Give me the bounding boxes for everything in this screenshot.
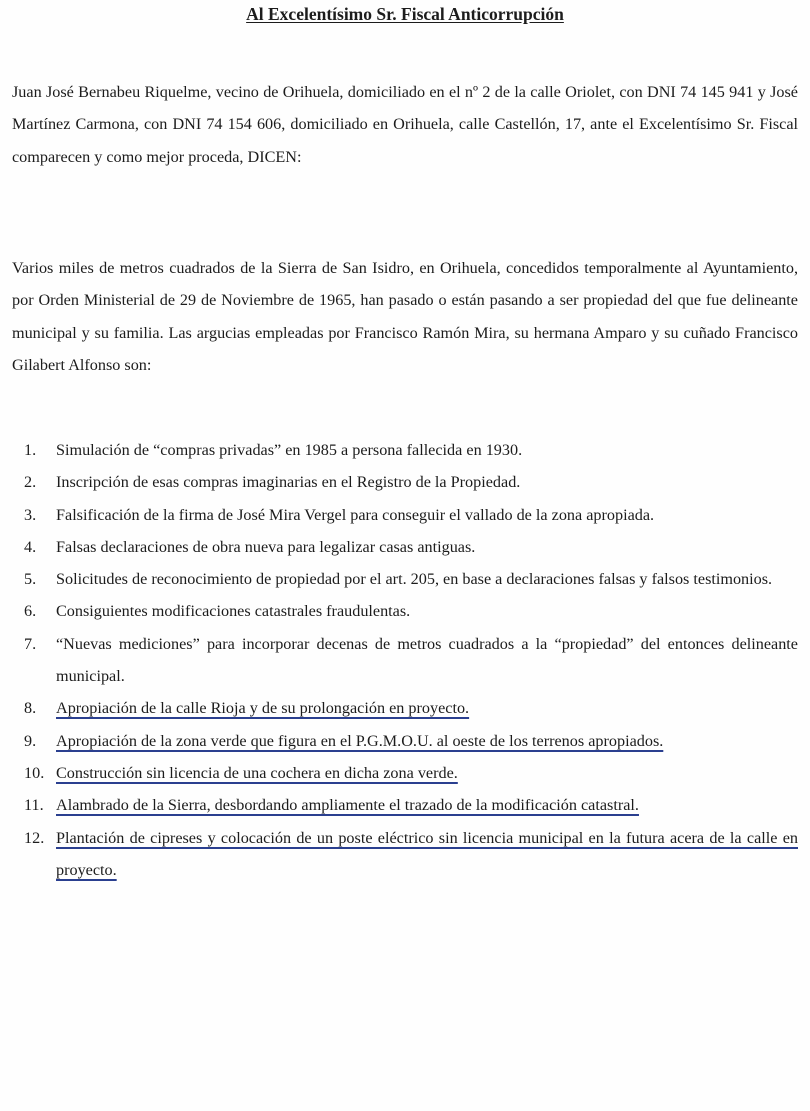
list-item (0, 466, 810, 498)
list-item (0, 434, 810, 466)
list-item-text: Falsas declaraciones de obra nueva para legalizar casas antiguas. (56, 537, 476, 556)
list-item-number: 12. (24, 828, 45, 847)
list-item (0, 725, 810, 757)
list-item (0, 757, 810, 789)
numbered-list (0, 434, 810, 886)
list-item (0, 563, 810, 595)
list-item-number: 3. (24, 505, 37, 524)
list-item-text-underlined: Apropiación de la zona verde que figura en el P.G.M.O.U. al oeste de los terrenos apropiados. (56, 731, 664, 750)
body-paragraph: Varios miles de metros cuadrados de la Sierra de San Isidro, en Orihuela, concedidos temporalmente al Ayuntamiento, por Orden Ministerial de 29 de Noviembre de 1965, han pasado o están pasando a ser propiedad del que fue delineante municipal y su familia. Las argucias empleadas por Francisco Ramón Mira, su hermana Amparo y su cuñado Francisco Gilabert Alfonso son: (12, 259, 798, 374)
list-item-text: “Nuevas mediciones” para incorporar decenas de metros cuadrados a la “propiedad” del entonces delineante municipal. (56, 634, 798, 686)
list-item-number: 6. (24, 602, 37, 621)
list-item-text: Simulación de “compras privadas” en 1985 a persona fallecida en 1930. (56, 441, 523, 459)
list-item-number: 11. (24, 796, 44, 815)
list-item-number: 10. (24, 763, 45, 782)
list-item-number: 5. (24, 570, 37, 589)
document-title: Al Excelentísimo Sr. Fiscal Anticorrupción (246, 4, 564, 24)
list-item (0, 789, 810, 821)
list-item-text-underlined: Alambrado de la Sierra, desbordando ampliamente el trazado de la modificación catastral. (56, 796, 639, 815)
list-item-number: 2. (24, 473, 37, 492)
list-item-text-underlined: Apropiación de la calle Rioja y de su prolongación en proyecto. (56, 699, 470, 718)
list-item (0, 692, 810, 724)
list-item-text: Inscripción de esas compras imaginarias en el Registro de la Propiedad. (56, 473, 521, 492)
list-item (0, 822, 810, 887)
list-item-number: 9. (24, 731, 37, 750)
list-item-number: 8. (24, 699, 37, 718)
list-item-number: 4. (24, 537, 37, 556)
list-item-text: Solicitudes de reconocimiento de propiedad por el art. 205, en base a declaraciones falsas y falsos testimonios. (56, 570, 773, 589)
list-item-number: 1. (24, 441, 37, 459)
list-item-text: Falsificación de la firma de José Mira Vergel para conseguir el vallado de la zona apropiada. (56, 505, 655, 524)
list-item (0, 628, 810, 693)
list-item-number: 7. (24, 634, 37, 653)
list-item (0, 499, 810, 531)
list-item (0, 595, 810, 627)
list-item-text-underlined: Construcción sin licencia de una cochera en dicha zona verde. (56, 763, 458, 782)
list-item (0, 531, 810, 563)
intro-paragraph: Juan José Bernabeu Riquelme, vecino de Orihuela, domiciliado en el nº 2 de la calle Oriolet, con DNI 74 145 941 y José Martínez Carmona, con DNI 74 154 606, domiciliado en Orihuela, calle Castellón, 17, ante el Excelentísimo Sr. Fiscal comparecen y como mejor proceda, DICEN: (12, 83, 798, 166)
list-item-text: Consiguientes modificaciones catastrales fraudulentas. (56, 602, 411, 621)
list-item-text-underlined: Plantación de cipreses y colocación de un poste eléctrico sin licencia municipal en la futura acera de la calle en proyecto. (56, 828, 798, 879)
